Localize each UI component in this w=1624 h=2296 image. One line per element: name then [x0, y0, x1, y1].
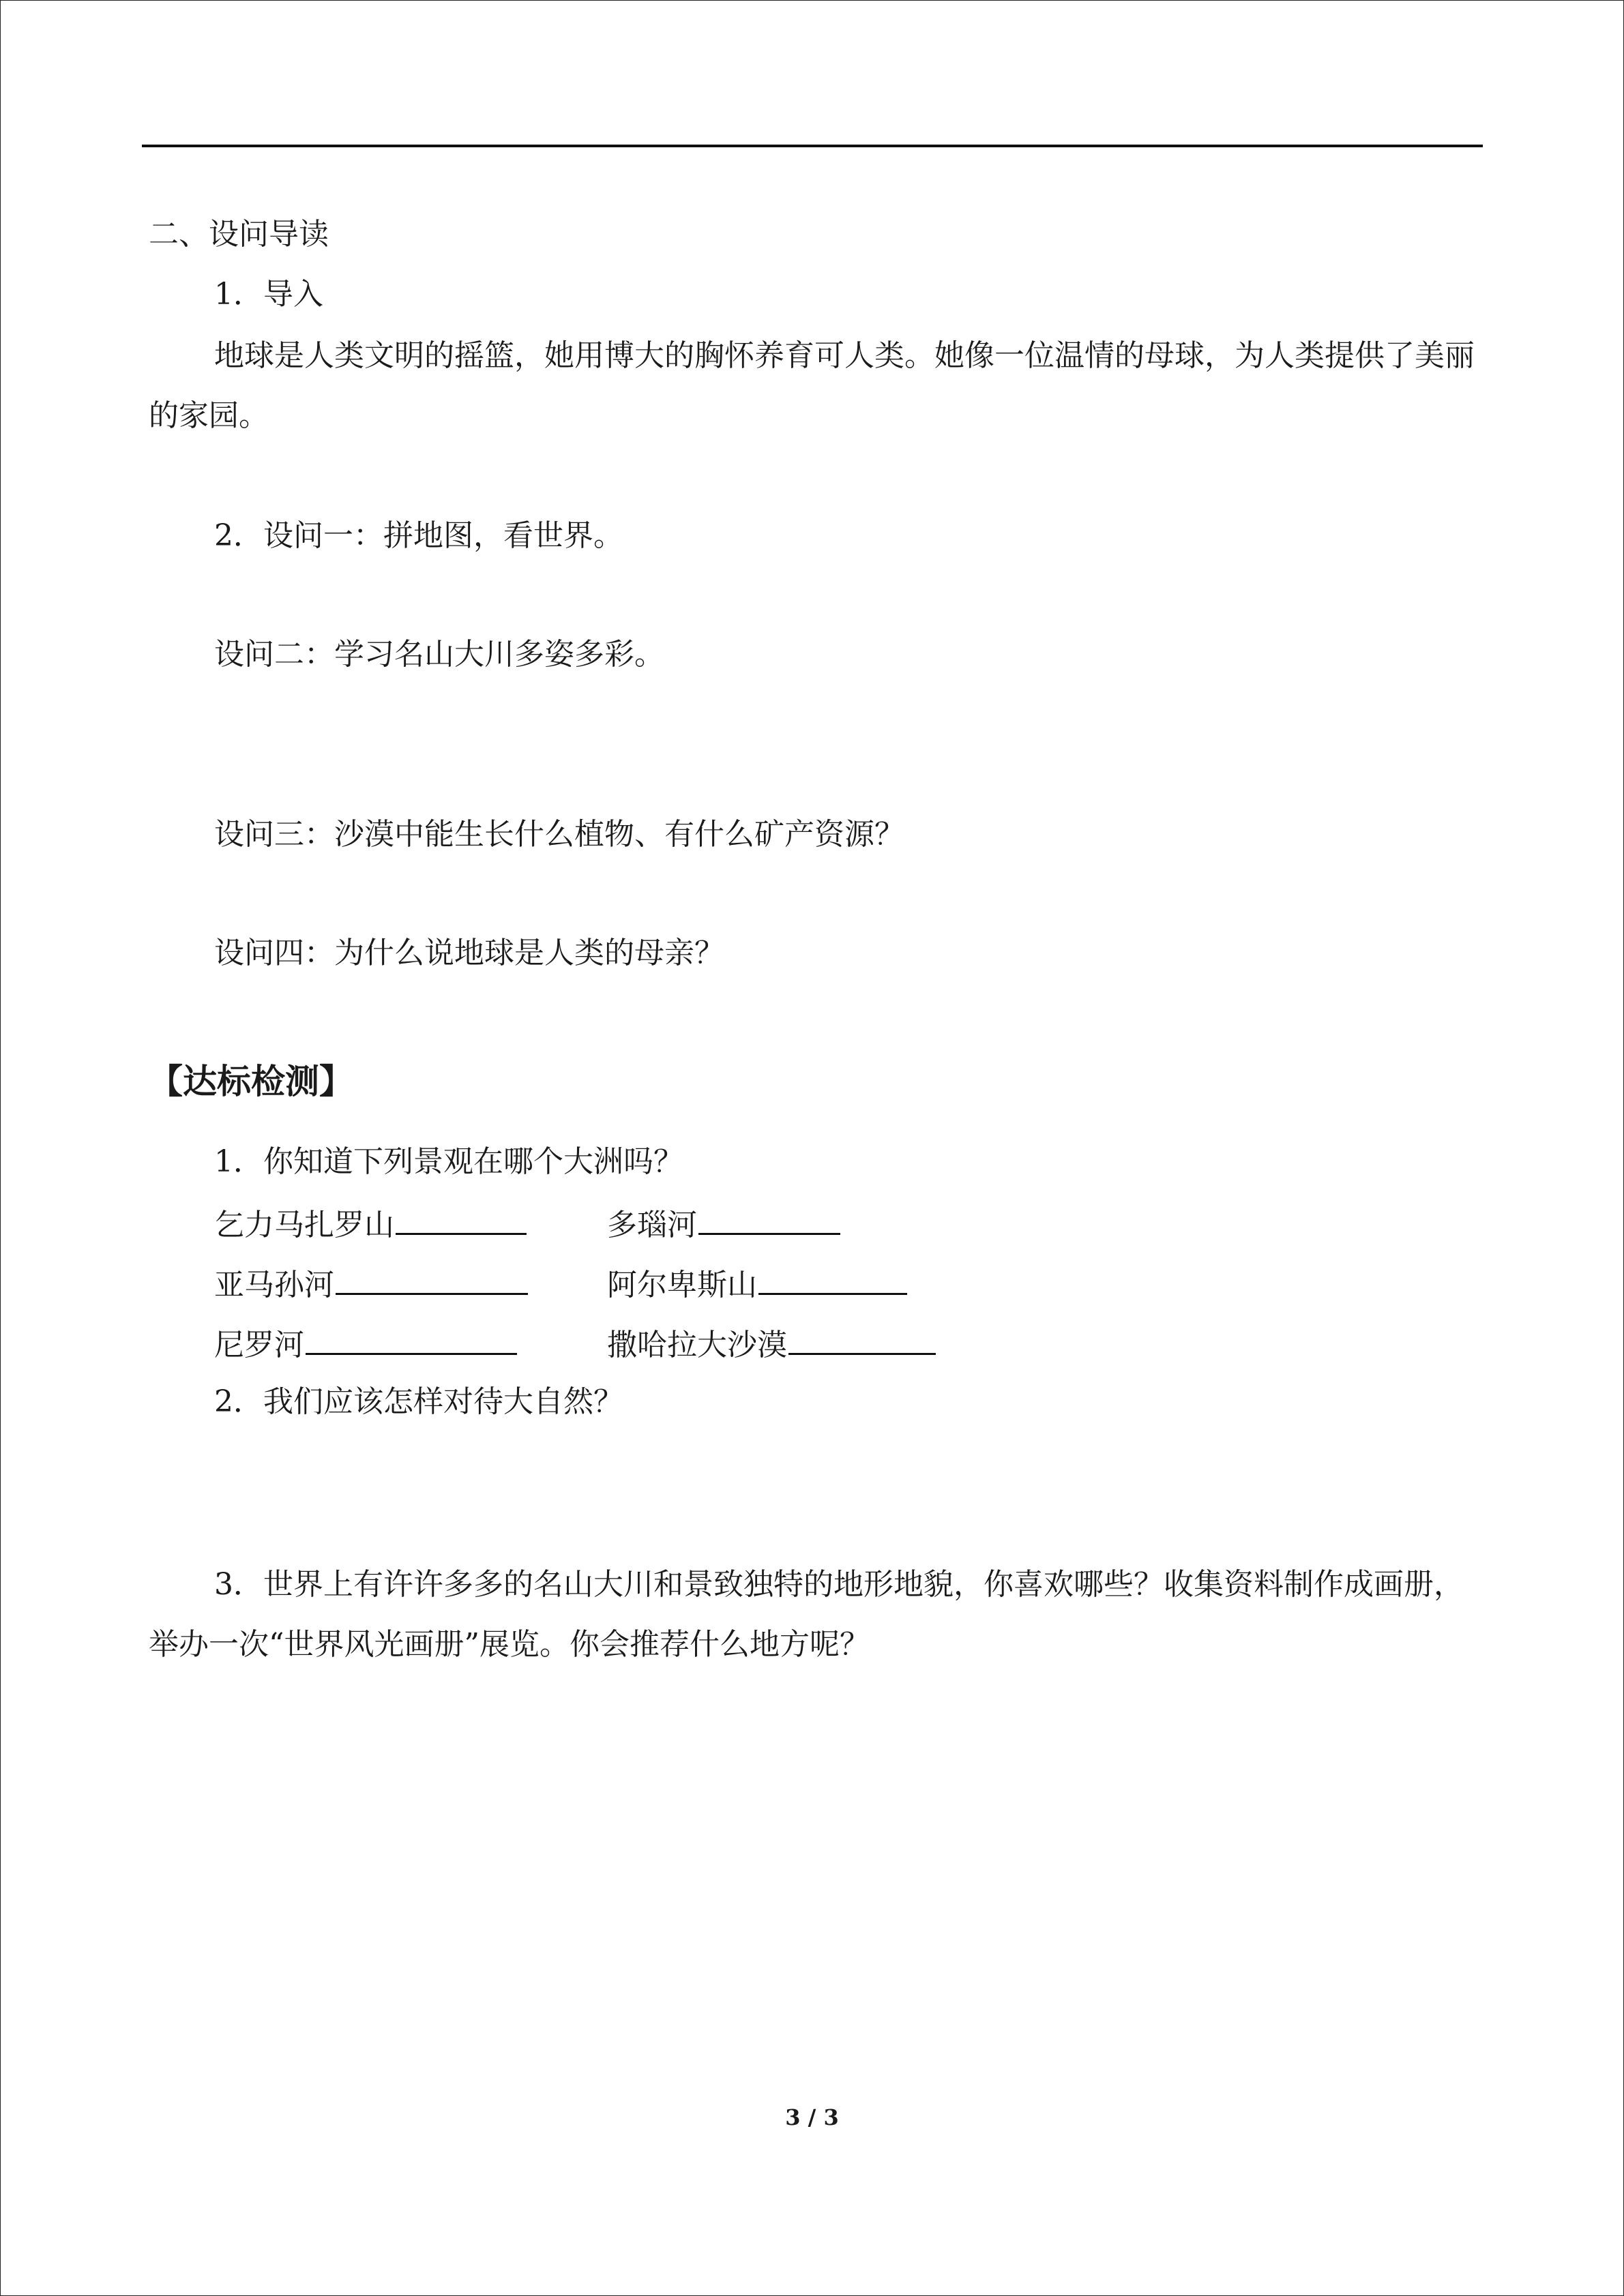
answer-blank[interactable]: [758, 1263, 907, 1295]
answer-blank[interactable]: [336, 1263, 528, 1295]
header-rule: [142, 145, 1483, 147]
question-1: 2．设问一：拼地图，看世界。: [214, 518, 623, 553]
landmark-item: [607, 1203, 840, 1244]
landmark-label: 阿尔卑斯山: [607, 1268, 757, 1302]
section-heading: 二、设问导读: [149, 217, 329, 252]
question-4: 设问四：为什么说地球是人类的母亲？: [214, 936, 724, 970]
intro-label: 1．导入: [214, 277, 323, 312]
landmark-label: 亚马孙河: [214, 1268, 334, 1302]
landmark-item: [214, 1203, 527, 1244]
landmark-label: 乞力马扎罗山: [214, 1208, 394, 1242]
page-number: 3 / 3: [785, 2104, 839, 2130]
answer-blank[interactable]: [396, 1203, 527, 1235]
landmark-label: 尼罗河: [214, 1328, 304, 1362]
landmark-label: 多瑙河: [607, 1208, 697, 1242]
answer-blank[interactable]: [698, 1203, 840, 1235]
answer-blank[interactable]: [306, 1323, 517, 1355]
intro-paragraph: 地球是人类文明的摇篮，她用博大的胸怀养育可人类。她像一位温情的母球，为人类提供了美丽的家园。: [149, 338, 1475, 433]
assessment-question-2: 2．我们应该怎样对待大自然？: [214, 1384, 623, 1419]
question-3: 设问三：沙漠中能生长什么植物、有什么矿产资源？: [214, 817, 904, 852]
landmark-item: [607, 1263, 907, 1304]
question-2: 设问二：学习名山大川多姿多彩。: [214, 637, 664, 672]
landmark-item: [214, 1263, 528, 1304]
landmark-label: 撒哈拉大沙漠: [607, 1328, 787, 1362]
assessment-heading: 【达标检测】: [149, 1061, 353, 1101]
landmark-item: [214, 1323, 517, 1365]
assessment-question-3: 3．世界上有许许多多的名山大川和景致独特的地形地貌，你喜欢哪些？收集资料制作成画册，举办一次“世界风光画册”展览。你会推荐什么地方呢？: [149, 1567, 1464, 1662]
landmark-item: [607, 1323, 936, 1365]
assessment-question-1: 1．你知道下列景观在哪个大洲吗？: [214, 1144, 683, 1179]
answer-blank[interactable]: [788, 1323, 936, 1355]
